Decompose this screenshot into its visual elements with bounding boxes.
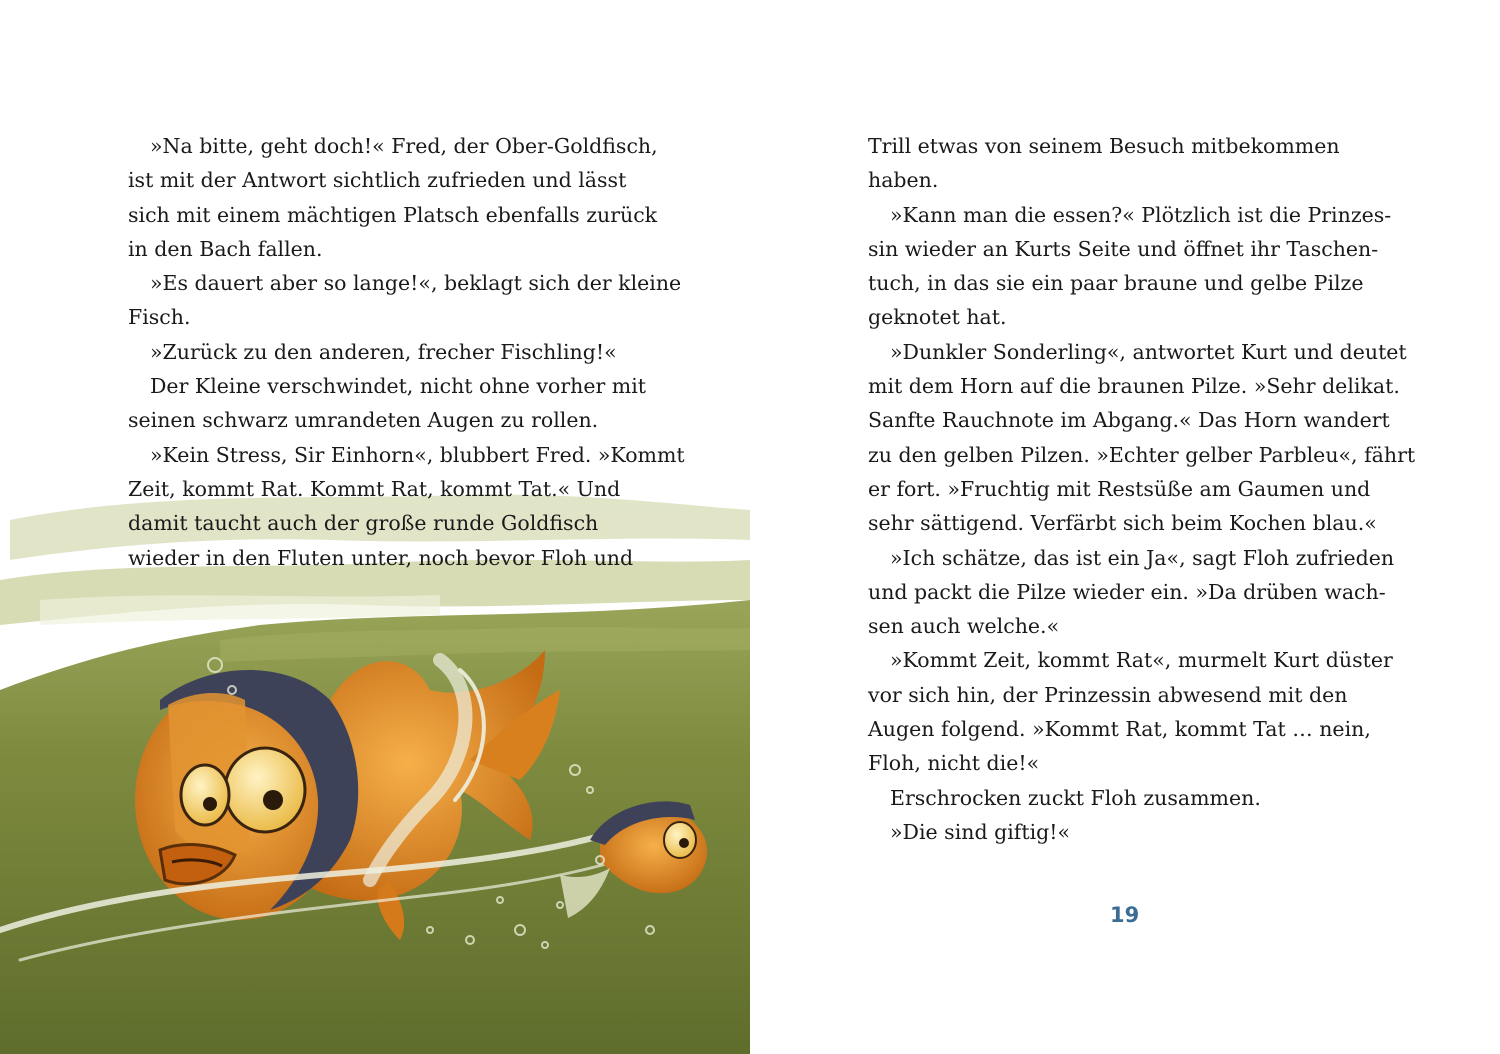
text-line: seinen schwarz umrandeten Augen zu rollen. — [128, 408, 599, 433]
text-line: ist mit der Antwort sichtlich zufrieden und lässt — [128, 168, 627, 193]
text-line: »Kann man die essen?« Plötzlich ist die Prinzes- — [890, 202, 1392, 227]
text-line: vor sich hin, der Prinzessin abwesend mit den — [868, 682, 1348, 707]
text-line: er fort. »Fruchtig mit Restsüße am Gaumen und — [868, 476, 1371, 501]
text-line: zu den gelben Pilzen. »Echter gelber Parbleu«, fährt — [868, 442, 1416, 467]
text-line: »Dunkler Sonderling«, antwortet Kurt und deutet — [890, 339, 1407, 364]
text-line: Floh, nicht die!« — [868, 751, 1040, 776]
text-line: in den Bach fallen. — [128, 236, 323, 261]
text-line: »Kein Stress, Sir Einhorn«, blubbert Fred. »Kommt — [150, 442, 685, 467]
text-line: Sanfte Rauchnote im Abgang.« Das Horn wandert — [868, 408, 1390, 433]
text-line: Zeit, kommt Rat. Kommt Rat, kommt Tat.« Und — [128, 476, 621, 501]
text-line: und packt die Pilze wieder ein. »Da drüben wach- — [868, 579, 1386, 604]
text-line: geknotet hat. — [868, 305, 1007, 330]
text-line: sin wieder an Kurts Seite und öffnet ihr Taschen- — [868, 236, 1379, 261]
page-number: 19 — [1110, 903, 1140, 927]
text-line: damit taucht auch der große runde Goldfisch — [128, 511, 599, 536]
text-line: »Ich schätze, das ist ein Ja«, sagt Floh zufrieden — [890, 545, 1395, 570]
right-page-text — [868, 129, 1416, 849]
text-line: »Zurück zu den anderen, frecher Fischling!« — [150, 339, 617, 364]
text-line: Trill etwas von seinem Besuch mitbekommen — [868, 134, 1340, 158]
text-line: »Die sind giftig!« — [890, 819, 1071, 844]
text-line: sich mit einem mächtigen Platsch ebenfalls zurück — [128, 202, 658, 227]
text-line: sehr sättigend. Verfärbt sich beim Kochen blau.« — [868, 511, 1377, 536]
text-line: Erschrocken zuckt Floh zusammen. — [890, 785, 1261, 810]
text-line: Augen folgend. »Kommt Rat, kommt Tat … nein, — [868, 717, 1371, 742]
text-line: »Es dauert aber so lange!«, beklagt sich der kleine — [150, 271, 682, 296]
text-line: sen auch welche.« — [868, 614, 1060, 639]
text-line: Der Kleine verschwindet, nicht ohne vorher mit — [150, 374, 647, 399]
text-line: tuch, in das sie ein paar braune und gelbe Pilze — [868, 271, 1364, 296]
text-line: »Na bitte, geht doch!« Fred, der Ober-Goldfisch, — [150, 134, 658, 158]
text-line: mit dem Horn auf die braunen Pilze. »Sehr delikat. — [868, 374, 1400, 399]
right-page — [750, 0, 1500, 1054]
text-line: wieder in den Fluten unter, noch bevor Floh und — [128, 545, 634, 570]
left-page-text — [128, 129, 685, 575]
text-line: haben. — [868, 168, 939, 193]
text-line: Fisch. — [128, 305, 191, 330]
text-line: »Kommt Zeit, kommt Rat«, murmelt Kurt düster — [890, 648, 1393, 673]
